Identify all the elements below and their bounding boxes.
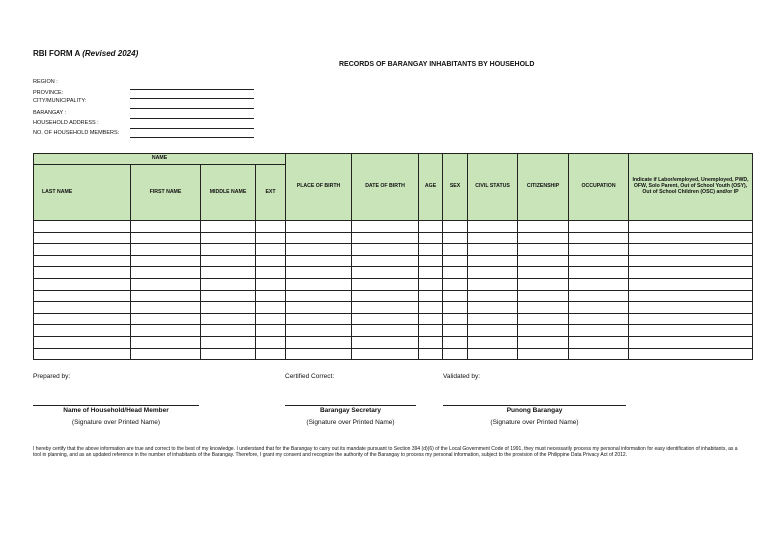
table-cell[interactable] [201,325,256,337]
table-cell[interactable] [286,232,352,244]
table-cell[interactable] [201,313,256,325]
table-cell[interactable] [468,290,518,302]
table-cell[interactable] [131,313,201,325]
table-cell[interactable] [131,232,201,244]
table-cell[interactable] [569,336,629,348]
table-cell[interactable] [443,325,468,337]
col-middle-name: MIDDLE NAME [201,165,256,221]
table-cell[interactable] [131,244,201,256]
table-cell[interactable] [518,290,569,302]
table-cell[interactable] [629,278,753,290]
table-row [34,348,753,360]
table-cell[interactable] [468,255,518,267]
punong-barangay-name: Punong Barangay [506,407,563,414]
prepared-by-signature-line[interactable] [33,405,199,406]
table-cell[interactable] [256,302,286,314]
table-cell[interactable] [518,278,569,290]
form-title [33,49,138,58]
table-cell[interactable] [201,302,256,314]
table-cell[interactable] [286,325,352,337]
table-cell[interactable] [131,267,201,279]
table-cell[interactable] [629,221,753,233]
table-cell[interactable] [352,302,419,314]
table-cell[interactable] [443,255,468,267]
table-cell[interactable] [569,313,629,325]
table-cell[interactable] [352,232,419,244]
table-cell[interactable] [419,221,443,233]
table-row [34,221,753,233]
table-cell[interactable] [352,221,419,233]
table-row [34,232,753,244]
table-cell[interactable] [468,278,518,290]
table-row [34,290,753,302]
table-cell[interactable] [419,290,443,302]
table-cell[interactable] [201,232,256,244]
table-cell[interactable] [569,290,629,302]
region-field[interactable] [130,89,254,90]
form-code: RBI FORM A [33,49,80,58]
table-cell[interactable] [569,232,629,244]
table-cell[interactable] [131,302,201,314]
table-cell[interactable] [256,313,286,325]
table-cell[interactable] [629,313,753,325]
table-cell[interactable] [443,232,468,244]
barangay-label: BARANGAY : [33,110,67,116]
table-row [34,313,753,325]
table-cell[interactable] [468,336,518,348]
table-cell[interactable] [256,290,286,302]
table-cell[interactable] [352,267,419,279]
table-cell[interactable] [468,302,518,314]
table-cell[interactable] [352,278,419,290]
table-row [34,278,753,290]
table-cell[interactable] [443,221,468,233]
table-cell[interactable] [286,302,352,314]
document-title: RECORDS OF BARANGAY INHABITANTS BY HOUSEHOLD [339,61,535,68]
table-cell[interactable] [518,348,569,360]
barangay-secretary-name: Barangay Secretary [319,407,382,414]
table-cell[interactable] [419,302,443,314]
col-date-of-birth: DATE OF BIRTH [352,154,419,221]
table-cell[interactable] [468,232,518,244]
table-cell[interactable] [34,313,131,325]
table-cell[interactable] [419,325,443,337]
province-field[interactable] [130,98,254,99]
table-cell[interactable] [201,267,256,279]
table-cell[interactable] [629,267,753,279]
table-cell[interactable] [518,267,569,279]
table-cell[interactable] [201,278,256,290]
table-cell[interactable] [569,348,629,360]
table-cell[interactable] [256,232,286,244]
table-cell[interactable] [286,290,352,302]
table-cell[interactable] [34,244,131,256]
table-cell[interactable] [443,302,468,314]
household-address-field[interactable] [130,128,254,129]
table-cell[interactable] [629,255,753,267]
table-cell[interactable] [419,278,443,290]
table-cell[interactable] [34,336,131,348]
table-cell[interactable] [131,278,201,290]
table-row [34,255,753,267]
certified-caption: (Signature over Printed Name) [306,419,395,426]
table-cell[interactable] [443,336,468,348]
table-row [34,325,753,337]
table-cell[interactable] [629,302,753,314]
table-cell[interactable] [569,244,629,256]
table-cell[interactable] [256,278,286,290]
col-civil-status: CIVIL STATUS [468,154,518,221]
col-place-of-birth: PLACE OF BIRTH [286,154,352,221]
table-cell[interactable] [443,290,468,302]
table-cell[interactable] [629,290,753,302]
inhabitants-table [33,153,753,360]
table-cell[interactable] [256,255,286,267]
table-cell[interactable] [201,244,256,256]
table-cell[interactable] [201,290,256,302]
table-cell[interactable] [286,244,352,256]
table-cell[interactable] [352,290,419,302]
table-cell[interactable] [286,255,352,267]
validated-signature-line[interactable] [443,405,626,406]
table-cell[interactable] [352,325,419,337]
table-cell[interactable] [518,232,569,244]
table-cell[interactable] [629,348,753,360]
table-cell[interactable] [34,348,131,360]
table-row [34,302,753,314]
table-cell[interactable] [201,255,256,267]
household-address-label: HOUSEHOLD ADDRESS : [33,120,99,126]
name-group-header: NAME [34,154,286,165]
table-cell[interactable] [443,244,468,256]
table-cell[interactable] [569,267,629,279]
table-cell[interactable] [419,348,443,360]
province-label: PROVINCE: [33,90,64,96]
table-cell[interactable] [256,221,286,233]
table-row [34,336,753,348]
table-cell[interactable] [352,244,419,256]
household-members-field[interactable] [130,137,254,138]
col-citizenship: CITIZENSHIP [518,154,569,221]
table-cell[interactable] [256,325,286,337]
table-cell[interactable] [201,348,256,360]
certified-correct-label: Certified Correct: [285,373,335,380]
table-cell[interactable] [518,325,569,337]
table-cell[interactable] [419,313,443,325]
col-occupation: OCCUPATION [569,154,629,221]
table-cell[interactable] [569,221,629,233]
table-cell[interactable] [352,313,419,325]
table-cell[interactable] [34,255,131,267]
consent-disclaimer: I hereby certify that the above information are true and correct to the best of my knowledge. I understand that for the Barangay to carry out its mandate pursuant to Section 394 (d)(6) of the Local Government Code of 1991, they must necessarily process my personal information for easy identification of inhabitants, as a tool in planning, and as an updated reference in the number of inhabitants of the Barangay. Therefore, I grant my consent and recognize the authority of the Barangay to process my personal information, subject to the provision of the Philippine Data Privacy Act of 2012. [33,446,738,459]
table-cell[interactable] [286,221,352,233]
table-cell[interactable] [629,244,753,256]
table-cell[interactable] [286,348,352,360]
table-cell[interactable] [443,348,468,360]
table-cell[interactable] [468,267,518,279]
table-cell[interactable] [352,255,419,267]
validated-caption: (Signature over Printed Name) [490,419,579,426]
table-cell[interactable] [256,336,286,348]
col-status-indicator: Indicate if Labor/employed, Unemployed, PWD, OFW, Solo Parent, Out of School Youth (OSY), Out of School Children (OSC) and/or IP [629,154,753,221]
table-cell[interactable] [443,313,468,325]
region-label: REGION : [33,79,58,85]
table-body [34,221,753,360]
col-age: AGE [419,154,443,221]
table-cell[interactable] [419,232,443,244]
prepared-by-label: Prepared by: [33,373,71,380]
table-cell[interactable] [34,302,131,314]
table-cell[interactable] [419,244,443,256]
validated-by-label: Validated by: [443,373,481,380]
col-first-name: FIRST NAME [131,165,201,221]
table-cell[interactable] [468,313,518,325]
table-row [34,244,753,256]
table-cell[interactable] [131,336,201,348]
table-cell[interactable] [352,336,419,348]
col-sex: SEX [443,154,468,221]
table-cell[interactable] [352,348,419,360]
table-cell[interactable] [443,267,468,279]
table-cell[interactable] [286,278,352,290]
household-members-label: NO. OF HOUSEHOLD MEMBERS: [33,130,120,136]
table-cell[interactable] [286,267,352,279]
table-cell[interactable] [468,221,518,233]
table-cell[interactable] [569,302,629,314]
table-cell[interactable] [443,278,468,290]
table-cell[interactable] [34,221,131,233]
table-cell[interactable] [131,325,201,337]
table-cell[interactable] [286,313,352,325]
table-cell[interactable] [286,336,352,348]
table-cell[interactable] [131,255,201,267]
table-cell[interactable] [518,336,569,348]
table-cell[interactable] [518,313,569,325]
table-cell[interactable] [629,336,753,348]
table-cell[interactable] [131,348,201,360]
table-cell[interactable] [518,302,569,314]
barangay-field[interactable] [130,118,254,119]
table-cell[interactable] [34,278,131,290]
certified-signature-line[interactable] [285,405,416,406]
table-cell[interactable] [629,325,753,337]
table-cell[interactable] [419,267,443,279]
table-cell[interactable] [34,290,131,302]
table-row [34,267,753,279]
table-cell[interactable] [569,278,629,290]
table-cell[interactable] [256,244,286,256]
table-cell[interactable] [419,255,443,267]
household-head-name: Name of Household/Head Member [63,407,169,414]
table-cell[interactable] [569,325,629,337]
table-cell[interactable] [468,325,518,337]
table-cell[interactable] [201,221,256,233]
table-cell[interactable] [518,221,569,233]
table-cell[interactable] [468,348,518,360]
table-cell[interactable] [256,348,286,360]
table-cell[interactable] [468,244,518,256]
table-cell[interactable] [629,232,753,244]
city-municipality-label: CITY/MUNICIPALITY: [33,98,87,104]
table-cell[interactable] [419,336,443,348]
table-cell[interactable] [34,267,131,279]
table-cell[interactable] [518,244,569,256]
table-cell[interactable] [131,290,201,302]
col-last-name: LAST NAME [34,165,131,221]
table-cell[interactable] [131,221,201,233]
table-cell[interactable] [34,325,131,337]
col-ext: EXT [256,165,286,221]
table-cell[interactable] [201,336,256,348]
table-cell[interactable] [518,255,569,267]
table-cell[interactable] [256,267,286,279]
form-revision: (Revised 2024) [82,49,139,58]
city-municipality-field[interactable] [130,108,254,109]
table-cell[interactable] [34,232,131,244]
prepared-by-caption: (Signature over Printed Name) [71,419,161,426]
table-cell[interactable] [569,255,629,267]
